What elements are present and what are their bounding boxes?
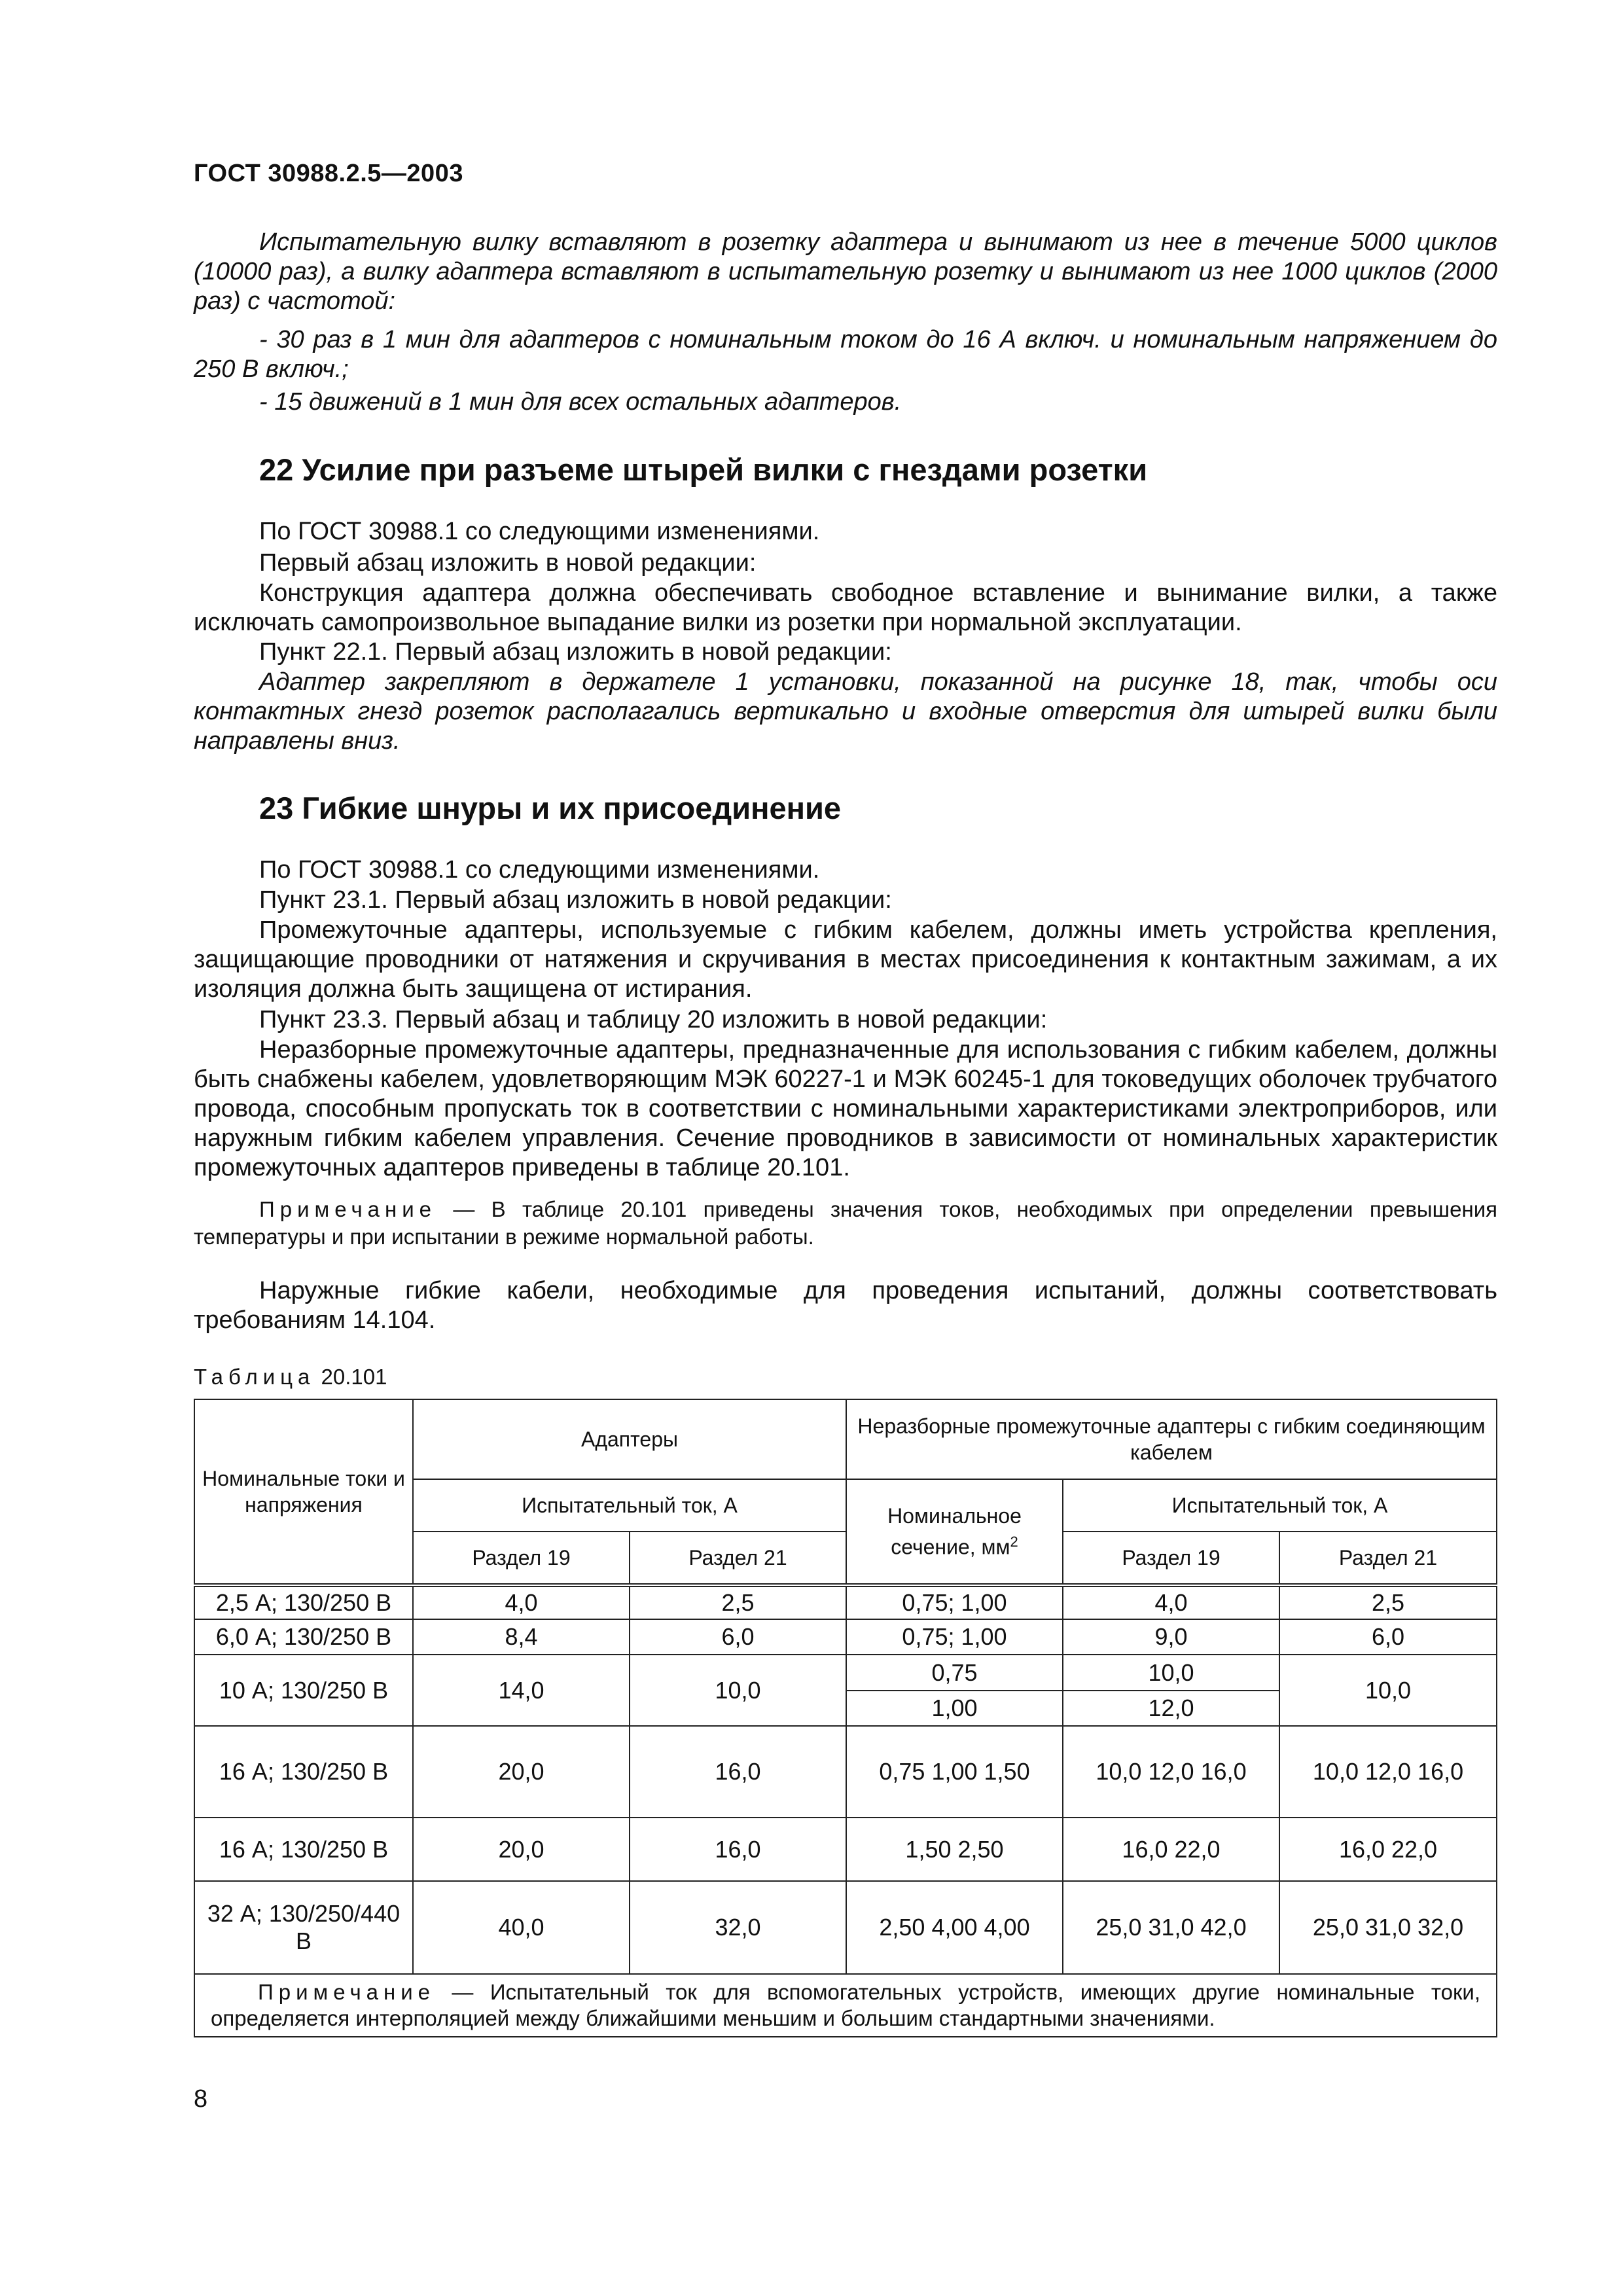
table-cell: 16 А; 130/250 В (194, 1726, 413, 1818)
header-adapters: Адаптеры (413, 1399, 846, 1479)
table-cell: 16,0 22,0 (1279, 1818, 1497, 1881)
table-cell: 4,0 (413, 1585, 630, 1619)
header-nonrewirable: Неразборные промежуточные адаптеры с гибким соединяющим кабелем (846, 1399, 1497, 1479)
header-sec19-nonrewirable: Раздел 19 (1063, 1532, 1279, 1585)
table-cell: 2,5 А; 130/250 В (194, 1585, 413, 1619)
table-cell: 10,0 12,0 16,0 (1063, 1726, 1279, 1818)
s22-paragraph-1: По ГОСТ 30988.1 со следующими изменениями. (259, 518, 820, 545)
table-cell: 0,75; 1,00 (846, 1619, 1063, 1655)
table-row (194, 1619, 1497, 1655)
table-cell: 25,0 31,0 42,0 (1063, 1881, 1279, 1974)
table-cell: 10,0 12,0 16,0 (1279, 1726, 1497, 1818)
table-row (194, 1881, 1497, 1974)
table-caption (194, 1365, 387, 1390)
header-rated: Номинальные токи и напряжения (194, 1399, 413, 1585)
table-row (194, 1655, 1497, 1691)
table-cell: 10,0 (1063, 1655, 1279, 1691)
intro-paragraph-3: - 15 движений в 1 мин для всех остальных адаптеров. (259, 388, 902, 416)
table-cell: 6,0 А; 130/250 В (194, 1619, 413, 1655)
table-cell: 20,0 (413, 1818, 630, 1881)
table-caption-label: Таблица (194, 1365, 315, 1389)
table-cell: 16,0 (630, 1726, 846, 1818)
table-cell: 6,0 (1279, 1619, 1497, 1655)
table-cell: 10,0 (630, 1655, 846, 1726)
data-table (194, 1399, 1497, 2037)
header-test-current-nonrewirable: Испытательный ток, А (1063, 1479, 1497, 1532)
table-header-row-1 (194, 1399, 1497, 1479)
table-cell: 25,0 31,0 32,0 (1279, 1881, 1497, 1974)
s23-paragraph-1: По ГОСТ 30988.1 со следующими изменениями. (259, 856, 820, 884)
table-cell: 8,4 (413, 1619, 630, 1655)
s22-paragraph-5: Адаптер закрепляют в держателе 1 установки, показанной на рисунке 18, так, чтобы оси контактных гнезд розеток располагались вертикально и входные отверстия для штырей вилки были направлены вниз. (194, 668, 1497, 755)
table-cell: 10 А; 130/250 В (194, 1655, 413, 1726)
s22-paragraph-2: Первый абзац изложить в новой редакции: (259, 549, 757, 577)
table-note-row (194, 1974, 1497, 2037)
table-cell: 0,75 (846, 1655, 1063, 1691)
table-cell: 2,50 4,00 4,00 (846, 1881, 1063, 1974)
table-row (194, 1726, 1497, 1818)
page-number: 8 (194, 2085, 208, 2113)
table-cell: 6,0 (630, 1619, 846, 1655)
table-cell: 2,5 (630, 1585, 846, 1619)
table-cell: 9,0 (1063, 1619, 1279, 1655)
header-cross-section-text: Номинальное сечение, мм (887, 1504, 1022, 1559)
table-cell: 16 А; 130/250 В (194, 1818, 413, 1881)
header-sec19-adapters: Раздел 19 (413, 1532, 630, 1585)
intro-paragraph-2: - 30 раз в 1 мин для адаптеров с номинальным током до 16 А включ. и номинальным напряжением до 250 В включ.; (194, 326, 1497, 383)
table-cell: 1,50 2,50 (846, 1818, 1063, 1881)
table-row (194, 1585, 1497, 1619)
header-test-current-adapters: Испытательный ток, А (413, 1479, 846, 1532)
s22-paragraph-3: Конструкция адаптера должна обеспечивать свободное вставление и вынимание вилки, а также исключать самопроизвольное выпадание вилки из розетки при нормальной эксплуатации. (194, 579, 1497, 636)
table-cell: 16,0 (630, 1818, 846, 1881)
table-cell: 0,75 1,00 1,50 (846, 1726, 1063, 1818)
table-cell: 20,0 (413, 1726, 630, 1818)
header-sec21-adapters: Раздел 21 (630, 1532, 846, 1585)
intro-paragraph-1: Испытательную вилку вставляют в розетку адаптера и вынимают из нее в течение 5000 циклов (10000 раз), а вилку адаптера вставляют в испытательную розетку и вынимают из нее 1000 циклов (2000 раз) с частотой: (194, 228, 1497, 315)
table-cell: 14,0 (413, 1655, 630, 1726)
header-cross-section-sup: 2 (1010, 1534, 1018, 1551)
table-cell: 2,5 (1279, 1585, 1497, 1619)
section-23-title: 23 Гибкие шнуры и их присоединение (259, 791, 842, 825)
document-header: ГОСТ 30988.2.5—2003 (194, 160, 463, 187)
table-cell: 40,0 (413, 1881, 630, 1974)
s22-paragraph-4: Пункт 22.1. Первый абзац изложить в новой редакции: (259, 638, 892, 666)
s23-paragraph-2: Пункт 23.1. Первый абзац изложить в новой редакции: (259, 886, 892, 914)
table-cell: 0,75; 1,00 (846, 1585, 1063, 1619)
table-cell: 32 А; 130/250/440 В (194, 1881, 413, 1974)
table-caption-number: 20.101 (315, 1365, 387, 1389)
table-row (194, 1818, 1497, 1881)
table-cell: 32,0 (630, 1881, 846, 1974)
note-text: — В таблице 20.101 приведены значения токов, необходимых при определении превышения температуры и при испытании в режиме нормальной работы. (194, 1197, 1497, 1249)
s23-paragraph-5: Неразборные промежуточные адаптеры, предназначенные для использования с гибким кабелем, должны быть снабжены кабелем, удовлетворяющим МЭК 60227-1 и МЭК 60245-1 для токоведущих оболочек трубчатого провода, способным пропускать ток в соответствии с номинальными характеристиками электроприборов, или наружным гибким кабелем управления. Сечение проводников в зависимости от номинальных характеристик промежуточных адаптеров приведены в таблице 20.101. (194, 1036, 1497, 1181)
header-sec21-nonrewirable: Раздел 21 (1279, 1532, 1497, 1585)
table-cell: 1,00 (846, 1691, 1063, 1726)
table-note-text: — Испытательный ток для вспомогательных устройств, имеющих другие номинальные токи, определяется интерполяцией между ближайшими меньшим и большим стандартными значениями. (211, 1980, 1481, 2030)
table-note (194, 1974, 1497, 2037)
table-cell: 10,0 (1279, 1655, 1497, 1726)
section-22-title: 22 Усилие при разъеме штырей вилки с гнездами розетки (259, 452, 1148, 487)
note-label: Примечание (259, 1197, 437, 1221)
s23-note (194, 1196, 1497, 1251)
header-cross-section (846, 1479, 1063, 1585)
table-cell: 12,0 (1063, 1691, 1279, 1726)
s23-paragraph-6: Наружные гибкие кабели, необходимые для проведения испытаний, должны соответствовать требованиям 14.104. (194, 1277, 1497, 1334)
table-note-label: Примечание (258, 1980, 436, 2004)
s23-paragraph-4: Пункт 23.3. Первый абзац и таблицу 20 изложить в новой редакции: (259, 1006, 1048, 1033)
table-cell: 16,0 22,0 (1063, 1818, 1279, 1881)
s23-paragraph-3: Промежуточные адаптеры, используемые с гибким кабелем, должны иметь устройства крепления, защищающие проводники от натяжения и скручивания в местах присоединения к контактным зажимам, а их изоляция должна быть защищена от истирания. (194, 916, 1497, 1003)
table-cell: 4,0 (1063, 1585, 1279, 1619)
